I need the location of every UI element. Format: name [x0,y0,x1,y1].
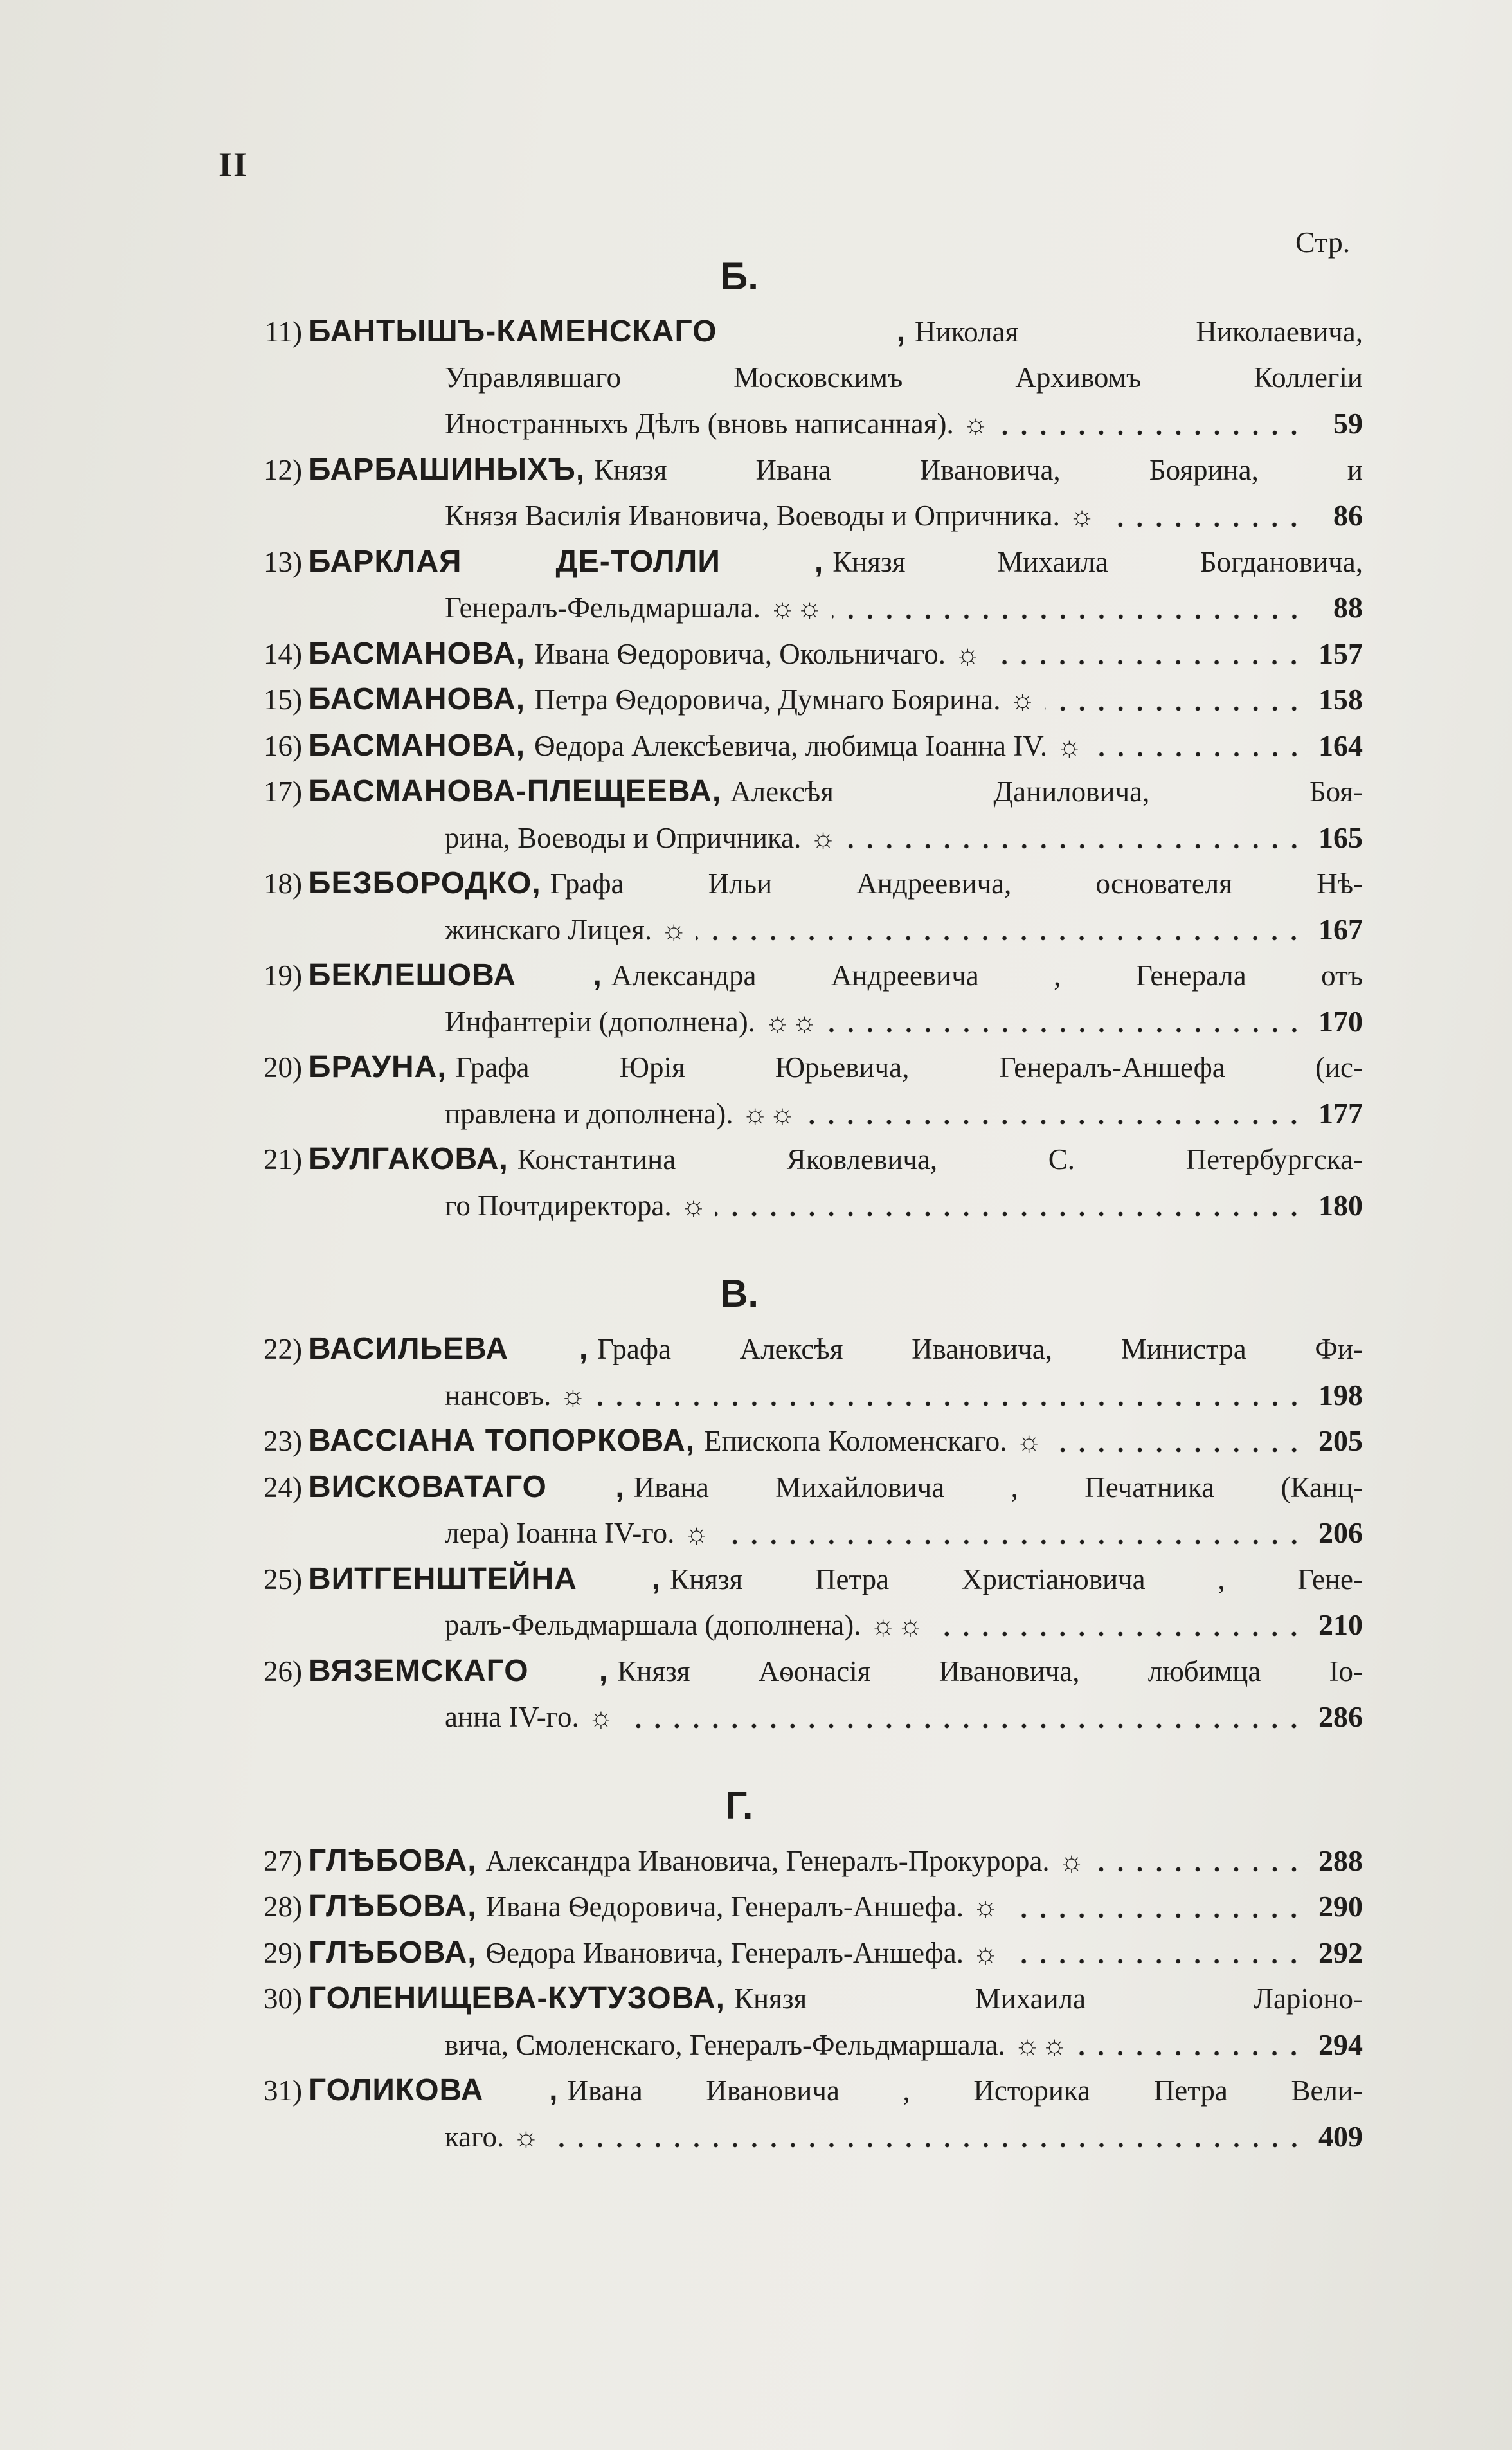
dot-leader [804,1116,1304,1129]
entry-line [212,1091,1363,1137]
entry-text-justified [309,1326,1363,1373]
entry-page-number: 290 [1318,1890,1363,1923]
dot-leader [1104,518,1304,531]
entry-text-justified [309,1044,1363,1091]
entry-line [212,447,1363,493]
toc-entry [212,1418,1363,1464]
entry-text: Алексѣя Даниловича, Боя- [730,776,1363,808]
entry-number: 19) [264,959,302,992]
entry-text: Ѳедора Ивановича, Генералъ-Аншефа. [485,1936,964,1969]
entry-page-number: 210 [1318,1608,1363,1641]
entry-surname: БАРБАШИНЫХЪ, [309,452,586,487]
entry-text: Князя Аѳонасія Ивановича, любимца Іо- [617,1655,1363,1687]
entry-surname: ГОЛЕНИЩЕВА-КУТУЗОВА, [309,1981,726,2015]
dot-leader [623,1720,1304,1732]
star-mark-icon: ☼ [1016,1426,1043,1457]
entry-text: Александра Ивановича, Генералъ-Прокурора. [485,1844,1050,1877]
entry-line [212,631,1363,677]
entry-number: 25) [264,1563,302,1595]
toc-entry [212,1556,1363,1648]
entry-page-number: 157 [1318,637,1363,670]
entry-number: 20) [264,1051,302,1084]
star-mark-icon: ☼ [1068,500,1097,532]
star-mark-icon: ☼ [1058,1845,1086,1877]
entry-number: 11) [264,316,302,348]
entry-line [212,999,1363,1045]
toc-entry [212,1044,1363,1136]
entry-page-number: 59 [1333,407,1363,440]
entry-text: рина, Воеводы и Опричника. [445,821,802,854]
entry-page-number: 205 [1318,1424,1363,1457]
entry-number: 21) [264,1143,302,1175]
entry-surname: ВЯЗЕМСКАГО , [309,1653,609,1688]
entry-text: Графа Алексѣя Ивановича, Министра Фи- [597,1333,1363,1365]
entry-page-number: 180 [1318,1188,1363,1222]
entry-line [212,1326,1363,1372]
entry-text: Иностранныхъ Дѣлъ (вновь написанная). [445,408,954,440]
entry-number: 14) [264,637,302,670]
entry-page-number: 164 [1318,729,1363,762]
toc-entry [212,676,1363,723]
entry-number: 13) [264,545,302,578]
entry-number: 18) [264,867,302,900]
star-mark-icon: ☼☼ [769,592,824,624]
section-letter: Б. [720,255,759,298]
entry-page-number: 88 [1333,591,1363,624]
entry-text-justified [309,447,1363,494]
entry-page-number: 167 [1318,912,1363,946]
entry-text-justified [309,1464,1363,1511]
entry-text: го Почтдиректора. [445,1189,672,1222]
entry-text-justified [309,1648,1363,1695]
entry-number: 12) [264,453,302,486]
entry-text: Ивана Ивановича , Историка Петра Вели- [567,2074,1363,2107]
entry-text: Ѳедора Алексѣевича, любимца Іоанна IV. [534,729,1048,762]
entry-page-number: 165 [1318,821,1363,854]
dot-leader [1051,1444,1304,1456]
entry-text: Епископа Коломенскаго. [703,1425,1007,1457]
entry-line [212,1510,1363,1556]
entry-number: 17) [264,776,302,808]
entry-page-number: 206 [1318,1516,1363,1549]
entry-surname: ВАССІАНА ТОПОРКОВА, [309,1424,695,1458]
entry-text-justified [309,1556,1363,1603]
entry-line [212,907,1363,953]
entry-surname: БРАУНА, [309,1050,447,1084]
star-mark-icon: ☼☼ [764,1006,819,1038]
dot-leader [1092,748,1304,761]
entry-line [212,676,1363,723]
toc-entry [212,860,1363,952]
entry-line [212,585,1363,631]
dot-leader [832,610,1304,623]
entry-text: анна IV-го. [445,1701,579,1733]
star-mark-icon: ☼ [513,2121,541,2153]
entry-surname: ГЛѢБОВА, [309,1889,477,1923]
dot-leader [989,656,1304,669]
dot-leader [696,932,1304,945]
entry-number: 23) [264,1425,302,1457]
entry-line [212,860,1363,907]
entry-text-justified [309,539,1363,586]
toc-entry [212,1464,1363,1556]
toc-entry [212,1838,1363,1884]
entry-surname: БАНТЫШЪ-КАМЕНСКАГО , [309,314,906,349]
entry-surname: ГОЛИКОВА , [309,2073,559,2107]
entry-text: Ивана Михайловича , Печатника (Канц- [633,1471,1363,1503]
toc-entry [212,1136,1363,1228]
toc-section [212,1774,1363,2160]
entry-line [212,1136,1363,1183]
toc-entry [212,1975,1363,2067]
entry-number: 29) [264,1936,302,1969]
entry-line [212,2022,1363,2068]
entry-line [212,1838,1363,1884]
entry-line [212,539,1363,585]
star-mark-icon: ☼ [683,1518,711,1549]
entry-text: правлена и дополнена). [445,1097,734,1130]
star-mark-icon: ☼ [661,914,688,946]
entry-line [212,493,1363,539]
toc-entry [212,1326,1363,1418]
entry-line [212,2114,1363,2160]
dot-leader [1045,702,1304,715]
entry-line [212,309,1363,355]
entry-line [212,1648,1363,1694]
star-mark-icon: ☼ [973,1937,1000,1969]
dot-leader [716,1208,1304,1220]
toc-entry [212,768,1363,860]
star-mark-icon: ☼ [810,822,838,854]
page-column-header: Стр. [1295,226,1351,259]
toc-entry [212,952,1363,1044]
dot-leader [719,1536,1304,1548]
entry-text: Николая Николаевича, [915,316,1363,348]
star-mark-icon: ☼ [1009,684,1037,716]
entry-line [212,1883,1363,1930]
entry-line [212,1464,1363,1511]
entry-surname: БАРКЛАЯ ДЕ-ТОЛЛИ , [309,544,824,579]
entry-text: Управлявшаго Московскимъ Архивомъ Коллегіи [445,361,1363,394]
entry-line [212,952,1363,999]
entry-text-justified [309,309,1363,356]
entry-page-number: 286 [1318,1700,1363,1733]
entry-page-number: 177 [1318,1096,1363,1130]
page-number: II [219,145,249,184]
toc-entry [212,1883,1363,1930]
entry-number: 30) [264,1983,302,2015]
entry-number: 28) [264,1891,302,1923]
entry-text: Константина Яковлевича, С. Петербургска- [517,1143,1363,1175]
entry-text: Князя Василія Ивановича, Воеводы и Опричника. [445,500,1060,532]
star-mark-icon: ☼☼ [742,1098,797,1130]
toc-entry [212,1930,1363,1976]
entry-surname: БЕКЛЕШОВА , [309,958,602,992]
star-mark-icon: ☼ [962,408,991,440]
entry-line [212,1372,1363,1419]
dot-leader [1007,1909,1304,1922]
section-letter: В. [720,1272,759,1315]
entry-line [212,1602,1363,1648]
dot-leader [827,1024,1304,1037]
dot-leader [1094,1863,1304,1876]
entry-text-justified [309,860,1363,907]
entry-text: Графа Ильи Андреевича, основателя Нѣ- [550,867,1363,900]
star-mark-icon: ☼ [588,1701,616,1733]
toc-entry [212,1648,1363,1740]
toc-section [212,1262,1363,1740]
entry-text: Князя Петра Христіановича , Гене- [669,1563,1363,1595]
entry-text: Петра Ѳедоровича, Думнаго Боярина. [534,684,1001,716]
toc-entry [212,631,1363,677]
entry-page-number: 86 [1333,499,1363,532]
entry-line [212,355,1363,401]
entry-surname: БУЛГАКОВА, [309,1142,509,1176]
star-mark-icon: ☼ [680,1190,708,1222]
star-mark-icon: ☼ [1056,730,1084,762]
entry-page-number: 292 [1318,1936,1363,1969]
entry-text: Ивана Ѳедоровича, Окольничаго. [534,637,946,670]
entry-surname: ГЛѢБОВА, [309,1843,477,1878]
entry-text-justified [309,768,1363,815]
entry-number: 15) [264,684,302,716]
entry-line [212,768,1363,815]
entry-page-number: 294 [1318,2028,1363,2061]
entry-text: каго. [445,2120,505,2153]
entry-line [212,1975,1363,2022]
entry-line [212,1044,1363,1091]
entry-surname: ВИТГЕНШТЕЙНА , [309,1561,661,1596]
toc-entry [212,723,1363,769]
star-mark-icon: ☼☼ [1014,2029,1069,2061]
toc-entry [212,2067,1363,2159]
entry-text: Графа Юрія Юрьевича, Генералъ-Аншефа (ис- [455,1051,1363,1084]
entry-page-number: 198 [1318,1378,1363,1411]
entry-number: 24) [264,1471,302,1503]
entry-text-justified [445,355,1363,401]
entry-page-number: 288 [1318,1844,1363,1877]
entry-text: нансовъ. [445,1379,552,1411]
entry-page-number: 170 [1318,1004,1363,1038]
entry-text: Инфантеріи (дополнена). [445,1005,755,1038]
entry-text: Генералъ-Фельдмаршала. [445,592,760,624]
dot-leader [1076,2047,1304,2060]
star-mark-icon: ☼ [973,1891,1000,1923]
entry-line [212,1556,1363,1602]
toc-section [212,244,1363,1228]
dot-leader [1007,1955,1304,1968]
toc-entry [212,539,1363,631]
dot-leader [595,1397,1304,1410]
entry-line [212,401,1363,447]
entry-surname: ГЛѢБОВА, [309,1935,477,1970]
entry-surname: ВИСКОВАТАГО , [309,1469,625,1504]
entry-number: 27) [264,1844,302,1877]
entry-line [212,1418,1363,1464]
dot-leader [998,426,1304,439]
entry-text: жинскаго Лицея. [445,913,652,946]
entry-number: 22) [264,1333,302,1365]
entry-line [212,1694,1363,1740]
entry-surname: БАСМАНОВА, [309,728,526,763]
entry-text-justified [309,1136,1363,1183]
entry-page-number: 409 [1318,2119,1363,2153]
entry-surname: БАСМАНОВА-ПЛЕЩЕЕВА, [309,774,722,808]
entry-line [212,723,1363,769]
entry-line [212,815,1363,861]
entry-text: Князя Михаила Богдановича, [833,545,1363,578]
entry-line [212,1183,1363,1229]
entry-number: 31) [264,2074,302,2107]
entry-surname: ВАСИЛЬЕВА , [309,1332,589,1366]
entry-text-justified [309,952,1363,999]
entry-text: вича, Смоленскаго, Генералъ-Фельдмаршала. [445,2028,1005,2061]
entry-line [212,1930,1363,1976]
star-mark-icon: ☼☼ [870,1610,925,1641]
star-mark-icon: ☼ [955,638,982,670]
toc-entry [212,309,1363,447]
entry-text-justified [309,1975,1363,2022]
entry-text: ралъ-Фельдмаршала (дополнена). [445,1609,861,1641]
entry-text: Князя Михаила Ларіоно- [734,1983,1363,2015]
entry-text: Ивана Ѳедоровича, Генералъ-Аншефа. [485,1891,964,1923]
star-mark-icon: ☼ [560,1379,588,1411]
entry-text: Князя Ивана Ивановича, Боярина, и [594,453,1363,486]
entry-surname: БЕЗБОРОДКО, [309,866,541,900]
dot-leader [845,840,1304,853]
entry-text-justified [309,2067,1363,2114]
entry-line [212,2067,1363,2114]
entry-surname: БАСМАНОВА, [309,636,526,671]
entry-number: 26) [264,1655,302,1687]
dot-leader [548,2139,1304,2152]
dot-leader [932,1628,1304,1640]
entry-text: Александра Андреевича , Генерала отъ [611,959,1363,992]
entry-surname: БАСМАНОВА, [309,682,526,716]
entry-text: лера) Іоанна IV-го. [445,1517,675,1549]
toc-entry [212,447,1363,539]
section-letter: Г. [725,1783,753,1827]
entry-number: 16) [264,729,302,762]
entry-page-number: 158 [1318,683,1363,716]
table-of-contents [212,244,1363,2159]
